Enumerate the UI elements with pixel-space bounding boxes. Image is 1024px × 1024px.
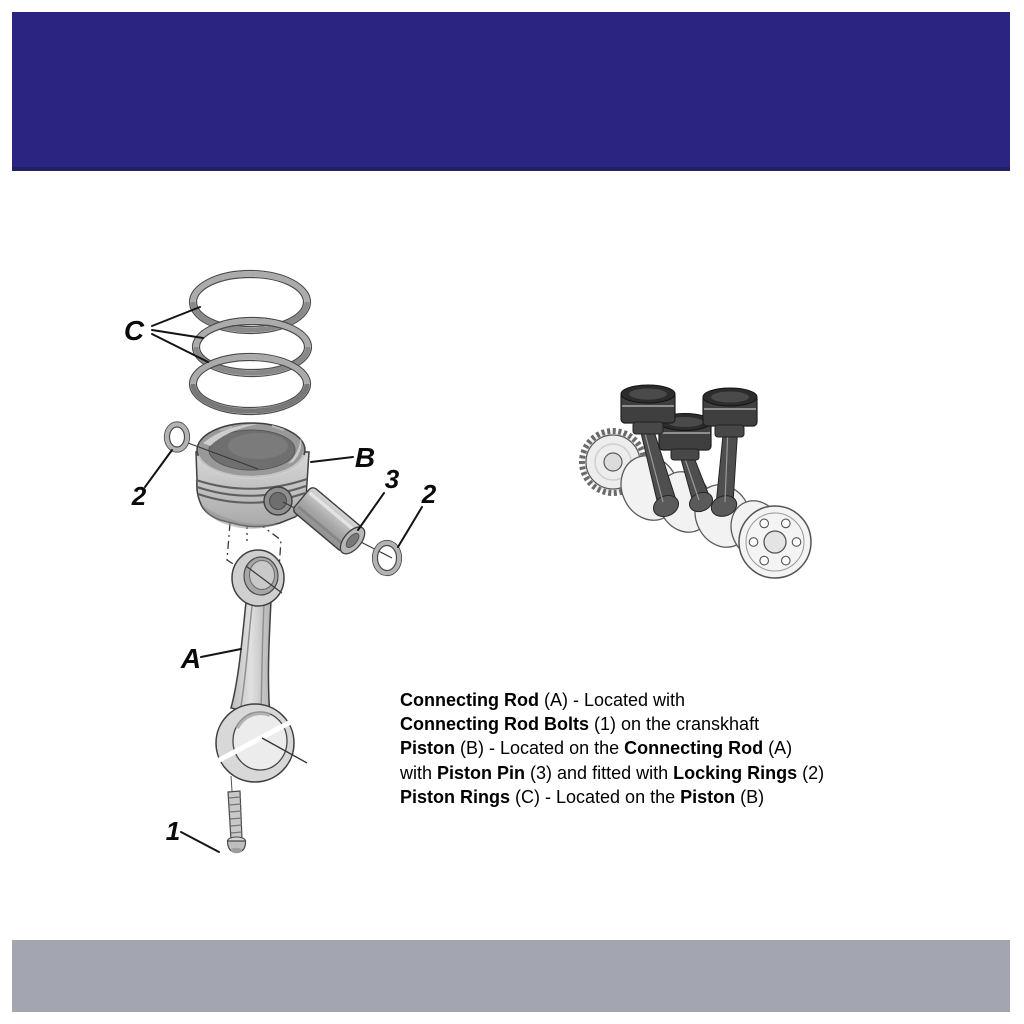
piston-pin [292,486,370,558]
callout-line-2-left [145,450,172,487]
parts-description [400,688,900,809]
description-text: (A) [763,738,793,759]
description-text: (B) [735,786,765,807]
header-banner [12,12,1010,171]
part-name: Piston Pin [437,762,526,783]
description-line [400,712,900,736]
label-rod-bolt: 1 [165,816,181,846]
crankshaft-flange [739,506,811,578]
description-text: (B) - Located on the [455,738,625,759]
connecting-rod-bolt [228,776,246,853]
label-locking-ring-left: 2 [131,481,147,511]
description-text: (2) [797,762,825,783]
description-text: with [400,762,438,783]
description-line [400,785,900,809]
part-name: Connecting Rod Bolts [400,714,589,735]
part-name: Piston [400,738,456,759]
locking-ring-right [373,541,402,576]
part-name: Piston Rings [400,786,511,807]
label-piston: B [354,442,376,473]
label-locking-ring-right: 2 [421,479,437,509]
description-text: (3) and fitted with [525,762,674,783]
piston [196,423,309,529]
part-name: Locking Rings [673,762,798,783]
label-piston-rings: C [123,315,145,346]
callout-line-a [201,649,241,657]
callout-line-b [311,457,353,462]
part-name: Piston [680,786,736,807]
label-piston-pin: 3 [384,464,400,494]
label-connecting-rod: A [180,643,202,674]
crankshaft-assembly-illustration [575,370,845,600]
description-text: (A) - Located with [538,690,686,710]
locking-ring-left [165,422,190,452]
part-name: Connecting Rod [624,738,764,759]
description-text: (C) - Located on the [510,786,681,807]
part-name: Connecting Rod [400,690,539,710]
footer-banner [12,940,1010,1012]
piston-rings-group [190,271,312,415]
callout-line-3 [358,493,384,530]
description-line [400,736,900,760]
description-text: (1) on the cranskhaft [588,714,760,735]
description-line [400,761,900,785]
callout-line-1 [181,832,219,852]
connecting-rod [212,550,307,782]
description-line [400,688,900,712]
callout-line-2-right [398,507,422,547]
